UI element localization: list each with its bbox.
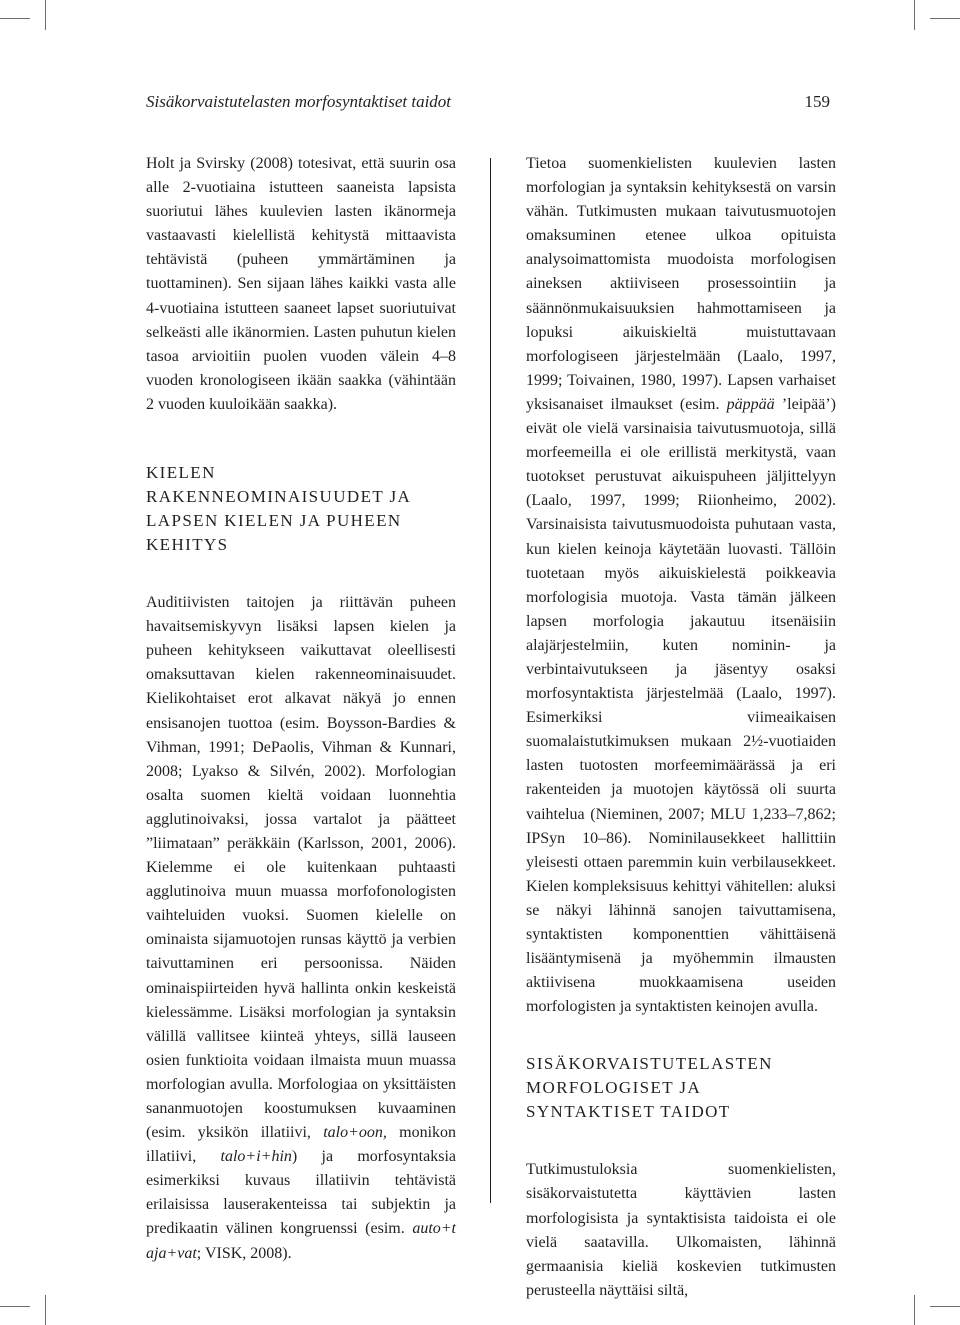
example-form: talo+i+hin <box>220 1148 292 1166</box>
right-paragraph-1 <box>526 152 836 1019</box>
heading-line: KIELEN <box>146 463 216 483</box>
crop-mark <box>930 18 960 19</box>
crop-mark <box>914 0 915 30</box>
heading-line: SYNTAKTISET TAIDOT <box>526 1102 731 1122</box>
section-heading-sisakorvaistutelasten <box>526 1052 836 1124</box>
crop-mark <box>0 18 30 19</box>
crop-mark <box>0 1306 30 1307</box>
crop-mark <box>45 1295 46 1325</box>
running-head <box>146 92 830 116</box>
left-paragraph-1: Holt ja Svirsky (2008) totesivat, että suurin osa alle 2-vuotiaina istutteen saaneista lapsista suoriutui lähes kuulevien lasten ikänormeja vastaavasti kielellistä kehitystä mittaavista tehtävistä (puheen ymmärtäminen ja tuottaminen). Sen sijaan lähes kaikki vasta alle 4-vuotiaina istutteen saaneet lapset suoriutuivat selkeästi alle ikänormien. Lasten puhutun kielen tasoa arvioitiin puolen vuoden välein 4–8 vuoden kronologiseen ikään saakka (vähintään 2 vuoden kuuloikään saakka). <box>146 155 456 413</box>
left-paragraph-2 <box>146 591 456 1266</box>
column-divider <box>490 158 491 1203</box>
example-form: talo+oon, <box>323 1124 387 1142</box>
crop-mark <box>45 0 46 30</box>
example-form: auto+t aja+vat <box>146 1220 456 1262</box>
heading-line: SISÄKORVAISTUTELASTEN <box>526 1054 773 1074</box>
text-run: monikon illatiivi, <box>146 1124 457 1166</box>
right-paragraph-2: Tutkimustuloksia suomenkielisten, sisäkorvaistutetta käyttävien lasten morfologisista ja syntaktisista taidoista ei ole vielä saatavilla. Ulkomaisten, lähinnä germaanisia kieliä koskevien tutkimusten perusteella näyttäisi siltä, <box>526 1161 836 1299</box>
right-column <box>526 152 836 1303</box>
running-head-title: Sisäkorvaistutelasten morfosyntaktiset taidot <box>146 92 452 111</box>
text-run: ) ja morfosyntaksia esimerkiksi kuvaus illatiivin tehtävistä erilaisissa lauserakenteissa tai subjektin ja predikaatin välinen kongruenssi (esim. <box>146 1148 456 1238</box>
heading-line: MORFOLOGISET JA <box>526 1078 702 1098</box>
heading-line: KEHITYS <box>146 535 229 555</box>
section-heading-kielen <box>146 461 456 557</box>
crop-mark <box>914 1295 915 1325</box>
crop-mark <box>930 1306 960 1307</box>
left-column <box>146 152 456 1266</box>
text-run: Tietoa suomenkielisten kuulevien lasten morfologian ja syntaksin kehityksestä on varsin vähän. Tutkimusten mukaan taivutusmuotojen omaksuminen etenee ulkoa opituista analysoimattomista muodoista morfologisen aineksen aktiiviseen prosessointiin ja säännönmukaisuuksien hahmottamiseen ja lopuksi aikuiskieltä muistuttavaan morfologiseen järjestelmään (Laalo, 1997, 1999; Toivainen, 1980, 1997). Lapsen varhaiset yksisanaiset ilmaukset (esim. <box>526 155 836 413</box>
heading-line: LAPSEN KIELEN JA PUHEEN <box>146 511 402 531</box>
example-form: päppää <box>726 395 775 413</box>
text-run: Auditiivisten taitojen ja riittävän puheen havaitsemiskyvyn lisäksi lapsen kielen ja puheen kehitykseen vaikuttavat oleellisesti omaksuttavan kielen rakenneominaisuudet. Kielikohtaiset erot alkavat näkyä jo ennen ensisanojen tuottoa (esim. Boysson-Bardies & Vihman, 1991; DePaolis, Vihman & Kunnari, 2008; Lyakso & Silvén, 2002). Morfologian osalta suomen kieltä voidaan luonnehtia agglutinoivaksi, jossa vartalot ja päätteet ”liimataan” peräkkäin (Karlsson, 2001, 2006). Kielemme ei ole kuitenkaan puhtaasti agglutinoiva muun muassa morfofonologisten vaihteluiden vuoksi. Suomen kielelle on ominaista sijamuotojen runsas käyttö ja verbien taivuttaminen eri persoonissa. Näiden ominaispiirteiden hyvä hallinta onkin keskeistä kielessämme. Lisäksi morfologian ja syntaksin välillä vallitsee kiinteä yhteys, sillä lauseen osien funktioita voidaan ilmaista muun muassa morfologian avulla. Morfologiaa on yksittäisten sananmuotojen koostumuksen kuvaaminen (esim. yksikön illatiivi, <box>146 594 456 1142</box>
text-run: ; VISK, 2008). <box>196 1244 292 1262</box>
page-number: 159 <box>804 92 830 111</box>
heading-line: RAKENNEOMINAISUUDET JA <box>146 487 412 507</box>
text-run: ’leipää’) eivät ole vielä varsinaisia taivutusmuotoja, sillä morfeemeilla ei ole erillistä merkitystä, vaan tuotokset perustuvat aikuispuheen jäljittelyyn (Laalo, 1997, 1999; Riionheimo, 2002). Varsinaisista taivutusmuodoista puhutaan vasta, kun kielen keinoja käytetään luovasti. Tällöin tuotetaan myös aikuiskielestä poikkeavia morfologisia muotoja. Vasta tämän jälkeen lapsen morfologia jakautuu itsenäisiin alajärjestelmiin, kuten nominin- ja verbintaivutukseen ja jäsentyy osaksi morfosyntaktista järjestelmää (Laalo, 1997). Esimerkiksi viimeaikaisen suomalaistutkimuksen mukaan 2½-vuotiaiden lasten tuotosten morfeemimäärässä ja eri rakenteiden ja muotojen käytössä oli suurta vaihtelua (Nieminen, 2007; MLU 1,233–7,862; IPSyn 10–86). Nominilausekkeet hallittiin yleisesti ottaen paremmin kuin verbilausekkeet. Kielen kompleksisuus kehittyi vähitellen: aluksi se näkyi lähinnä sanojen taivuttamisena, syntaktisten komponenttien vähittäisenä lisääntymisenä ja myöhemmin ilmausten aktiivisena muokkaamisena useiden morfologisten ja syntaktisten keinojen avulla. <box>526 395 837 1016</box>
